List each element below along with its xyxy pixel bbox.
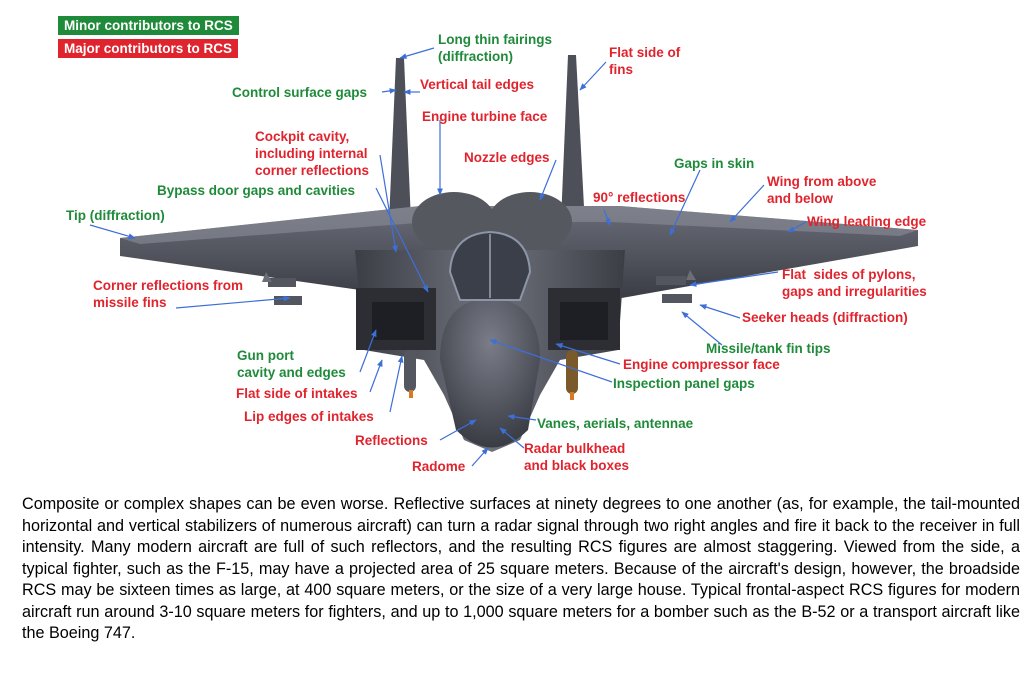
right-missile-1 — [656, 276, 686, 285]
left-missile-2 — [274, 296, 302, 305]
label-seeker-heads: Seeker heads (diffraction) — [742, 310, 908, 325]
label-bypass-door: Bypass door gaps and cavities — [157, 183, 356, 198]
label-wing-from-above: Wing from above and below — [767, 174, 877, 206]
label-tip-diffraction: Tip (diffraction) — [66, 208, 165, 223]
label-reflections: Reflections — [355, 433, 428, 448]
label-flat-sides-pylons: Flat sides of pylons, gaps and irregularities — [782, 267, 927, 299]
right-intake-inner — [560, 302, 608, 340]
right-tank — [566, 350, 578, 394]
label-control-surface-gaps: Control surface gaps — [232, 85, 368, 100]
nose — [440, 298, 540, 448]
label-inspection-panel-gaps: Inspection panel gaps — [613, 376, 755, 391]
label-90-reflections: 90° reflections — [593, 190, 686, 205]
label-corner-reflections-missile: Corner reflections from missile fins — [93, 278, 244, 310]
label-nozzle-edges: Nozzle edges — [464, 150, 550, 165]
right-missile-2 — [662, 294, 692, 303]
label-gun-port: Gun port cavity and edges — [237, 348, 346, 380]
caption-paragraph: Composite or complex shapes can be even worse. Reflective surfaces at ninety degrees to one another (as, for example, the tail-mounted horizontal and vertical stabilizers of numerous aircraft) can turn a radar signal through two right angles and fire it back to the receiver in full intensity. Many modern aircraft are full of such reflectors, and the resulting RCS figures are almost staggering. Viewed from the side, a typical fighter, such as the F-15, may have a projected area of 25 square meters. Because of the aircraft's design, however, the broadside RCS may be sixteen times as large, at 400 square meters, or the size of a very large house. Typical frontal-aspect RCS figures for modern aircraft run around 3-10 square meters for fighters, and up to 1,000 square meters for a bomber such as the B-52 or a transport aircraft like the Boeing 747. — [22, 495, 1020, 642]
left-missile-1 — [268, 278, 296, 287]
label-cockpit-cavity: Cockpit cavity, including internal corner reflections — [255, 129, 370, 178]
label-missile-tank-fin-tips: Missile/tank fin tips — [706, 341, 831, 356]
label-long-thin-fairings: Long thin fairings (diffraction) — [438, 32, 552, 64]
legend-minor: Minor contributors to RCS — [58, 16, 239, 35]
label-flat-side-intakes: Flat side of intakes — [236, 386, 358, 401]
label-radar-bulkhead: Radar bulkhead and black boxes — [524, 441, 630, 473]
label-wing-leading-edge: Wing leading edge — [807, 214, 927, 229]
label-radome: Radome — [412, 459, 466, 474]
label-gaps-in-skin: Gaps in skin — [674, 156, 755, 171]
left-intake-inner — [372, 302, 424, 340]
label-lip-edges-intakes: Lip edges of intakes — [244, 409, 374, 424]
label-vertical-tail-edges: Vertical tail edges — [420, 77, 535, 92]
label-flat-side-of-fins: Flat side of fins — [609, 45, 681, 77]
legend-major: Major contributors to RCS — [58, 39, 238, 58]
label-engine-compressor-face: Engine compressor face — [623, 357, 780, 372]
left-tank — [404, 350, 416, 392]
label-engine-turbine-face: Engine turbine face — [422, 109, 548, 124]
label-vanes-aerials: Vanes, aerials, antennae — [537, 416, 694, 431]
